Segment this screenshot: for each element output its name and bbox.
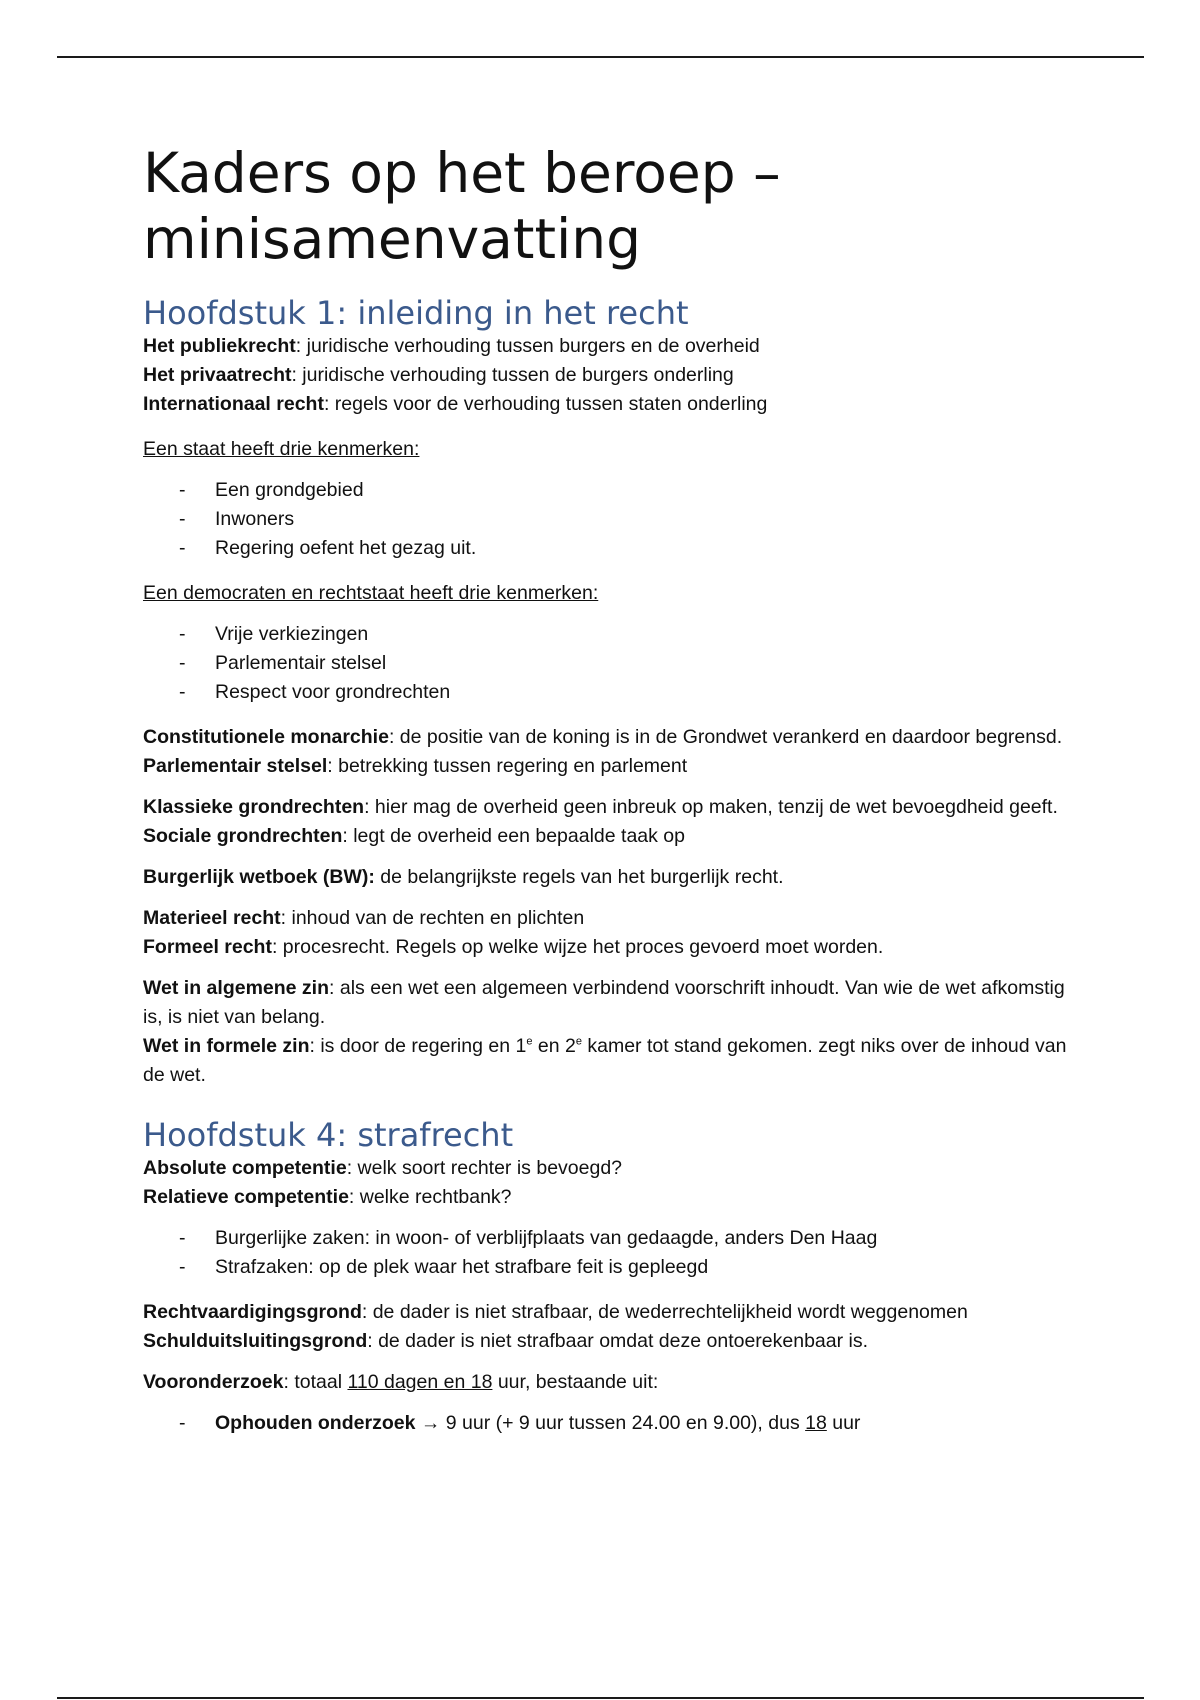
term: Parlementair stelsel — [143, 755, 328, 777]
definition-sociale-grondrechten — [143, 822, 1083, 851]
definition-vooronderzoek — [143, 1368, 1083, 1397]
header-rule — [57, 56, 1144, 58]
term: Klassieke grondrechten — [143, 796, 365, 818]
term: Constitutionele monarchie — [143, 726, 389, 748]
definition-text: : welk soort rechter is bevoegd? — [346, 1157, 623, 1179]
term: Sociale grondrechten — [143, 825, 343, 847]
section-heading-ch4: Hoofdstuk 4: strafrecht — [143, 1116, 514, 1154]
definition-text: : de dader is niet strafbaar, de wederrechtelijkheid wordt weggenomen — [361, 1301, 968, 1323]
term: Het privaatrecht — [143, 364, 292, 386]
vooronderzoek-list — [143, 1409, 1083, 1438]
definition-parlementair-stelsel — [143, 752, 1083, 781]
list-item: - Vrije verkiezingen — [143, 620, 1083, 649]
list-item: - Burgerlijke zaken: in woon- of verblijfplaats van gedaagde, anders Den Haag — [143, 1224, 1083, 1253]
list-item — [143, 1409, 1083, 1438]
superscript: e — [526, 1035, 533, 1048]
definition-text: : de dader is niet strafbaar omdat deze ontoerekenbaar is. — [367, 1330, 869, 1352]
definition-schulduitsluitingsgrond — [143, 1327, 1083, 1356]
democratie-list-heading: Een democraten en rechtstaat heeft drie kenmerken: — [143, 582, 599, 604]
term: Wet in algemene zin — [143, 977, 330, 999]
definition-internationaal-recht — [143, 390, 1083, 419]
definition-formeel-recht — [143, 933, 1083, 962]
definition-text: : regels voor de verhouding tussen staten onderling — [323, 393, 768, 415]
competentie-list — [143, 1224, 1083, 1282]
definition-publiekrecht — [143, 332, 1083, 361]
document-title: Kaders op het beroep – minisamenvatting — [143, 141, 781, 271]
list-item: - Inwoners — [143, 505, 1083, 534]
democratie-list — [143, 620, 1083, 707]
term: Formeel recht — [143, 936, 272, 958]
definition-text: 9 uur (+ 9 uur tussen 24.00 en 9.00), dus — [440, 1412, 806, 1434]
term: Rechtvaardigingsgrond — [143, 1301, 362, 1323]
list-item: - Parlementair stelsel — [143, 649, 1083, 678]
staat-list-heading: Een staat heeft drie kenmerken: — [143, 438, 420, 460]
document-page — [143, 140, 1083, 1438]
definition-relatieve-competentie — [143, 1183, 1083, 1212]
definition-wet-algemene-zin — [143, 974, 1083, 1032]
underlined-duration: 18 — [805, 1412, 827, 1434]
definition-burgerlijk-wetboek — [143, 863, 1083, 892]
definition-text: kamer tot stand gekomen. zegt niks over de inhoud van de wet. — [143, 1035, 1067, 1086]
term: Ophouden onderzoek — [215, 1412, 416, 1434]
section-heading-ch1: Hoofdstuk 1: inleiding in het recht — [143, 294, 689, 332]
definition-materieel-recht — [143, 904, 1083, 933]
footer-rule — [57, 1697, 1144, 1699]
term: Wet in formele zin — [143, 1035, 310, 1057]
term: Internationaal recht — [143, 393, 324, 415]
underlined-duration: 110 dagen en 18 — [347, 1371, 493, 1393]
definition-text: en 2 — [532, 1035, 576, 1057]
definition-text: : de positie van de koning is in de Grondwet verankerd en daardoor begrensd. — [388, 726, 1063, 748]
list-item: - Een grondgebied — [143, 476, 1083, 505]
definition-privaatrecht — [143, 361, 1083, 390]
definition-text: : is door de regering en 1 — [309, 1035, 527, 1057]
definition-text: uur, bestaande uit: — [492, 1371, 659, 1393]
arrow-right-icon: → — [420, 1412, 441, 1434]
term: Vooronderzoek — [143, 1371, 284, 1393]
definition-text: : hier mag de overheid geen inbreuk op maken, tenzij de wet bevoegdheid geeft. — [364, 796, 1058, 818]
staat-list — [143, 476, 1083, 563]
definition-text: : welke rechtbank? — [348, 1186, 512, 1208]
list-item: - Respect voor grondrechten — [143, 678, 1083, 707]
term: Materieel recht — [143, 907, 281, 929]
definition-text: : juridische verhouding tussen de burgers onderling — [291, 364, 734, 386]
definition-wet-formele-zin — [143, 1032, 1083, 1090]
definition-text: : legt de overheid een bepaalde taak op — [342, 825, 685, 847]
definition-text: : als een wet een algemeen verbindend voorschrift inhoudt. Van wie de wet afkomstig is, is niet van belang. — [143, 977, 1065, 1028]
term: Relatieve competentie — [143, 1186, 349, 1208]
list-item: - Strafzaken: op de plek waar het strafbare feit is gepleegd — [143, 1253, 1083, 1282]
definition-absolute-competentie — [143, 1154, 1083, 1183]
definition-text: uur — [826, 1412, 861, 1434]
section-body-ch4 — [143, 1154, 1083, 1438]
section-body-ch1 — [143, 332, 1083, 1090]
list-item: - Regering oefent het gezag uit. — [143, 534, 1083, 563]
definition-text: : procesrecht. Regels op welke wijze het proces gevoerd moet worden. — [271, 936, 884, 958]
superscript: e — [575, 1035, 582, 1048]
definition-text: : juridische verhouding tussen burgers en de overheid — [295, 335, 760, 357]
definition-text: de belangrijkste regels van het burgerlijk recht. — [374, 866, 784, 888]
definition-text: : betrekking tussen regering en parlement — [327, 755, 688, 777]
term: Absolute competentie — [143, 1157, 347, 1179]
term: Schulduitsluitingsgrond — [143, 1330, 368, 1352]
term: Het publiekrecht — [143, 335, 296, 357]
definition-constitutionele-monarchie — [143, 723, 1083, 752]
definition-klassieke-grondrechten — [143, 793, 1083, 822]
definition-rechtvaardigingsgrond — [143, 1298, 1083, 1327]
definition-text: : inhoud van de rechten en plichten — [280, 907, 585, 929]
definition-text: : totaal — [283, 1371, 348, 1393]
term: Burgerlijk wetboek (BW): — [143, 866, 375, 888]
